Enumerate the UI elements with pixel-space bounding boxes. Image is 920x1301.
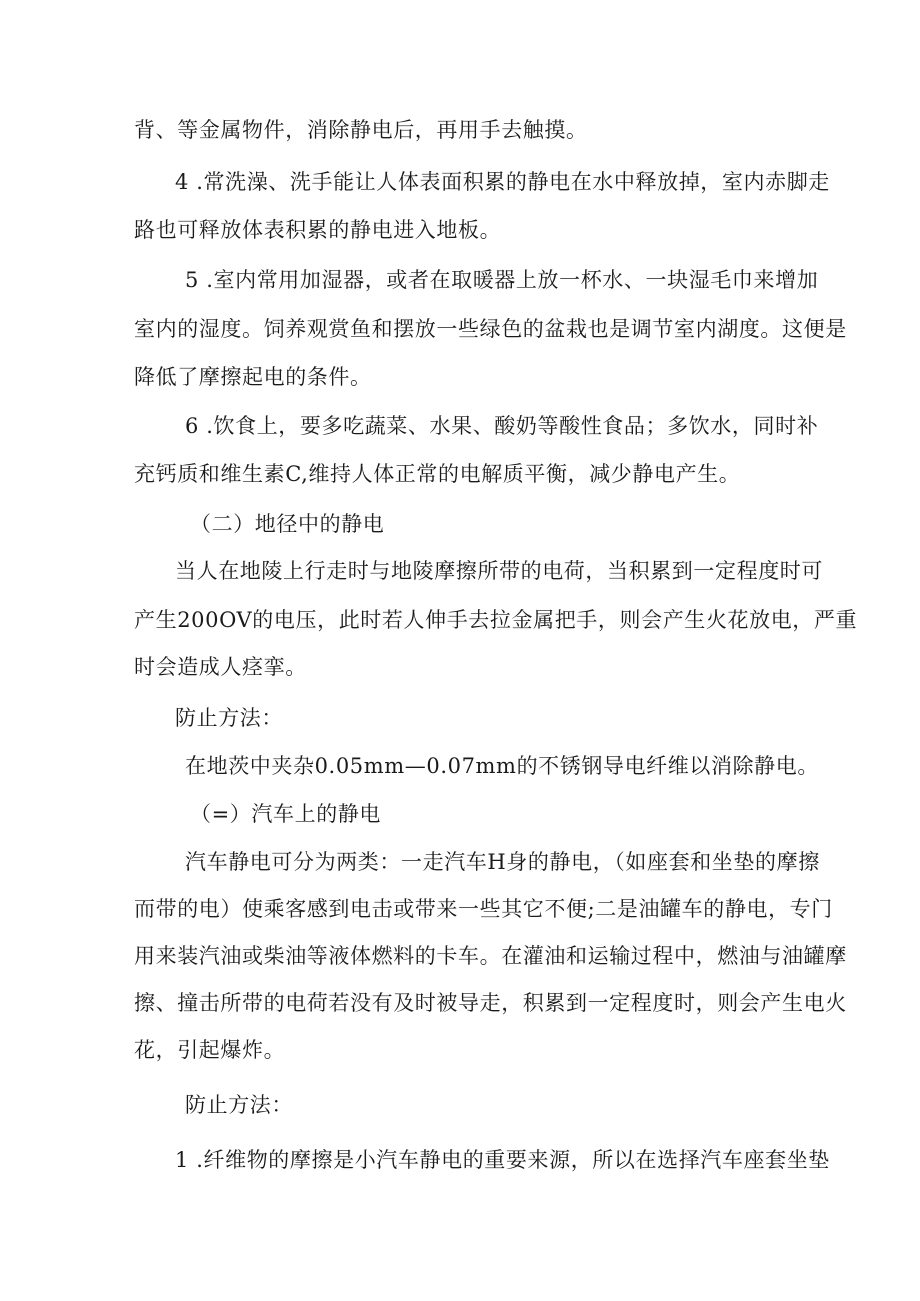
body-line: 路也可释放体表积累的静电进入地板。 xyxy=(134,218,502,242)
body-line: 在地茨中夹杂0.05mm—0.07mm的不锈钢导电纤维以消除静电。 xyxy=(185,754,819,778)
list-item-5: 5 .室内常用加湿器，或者在取暖器上放一杯水、一块湿毛巾来增加 xyxy=(185,268,819,292)
subheading-prevention: 防止方法： xyxy=(185,1093,293,1117)
body-line: 室内的湿度。饲养观赏鱼和摆放一些绿色的盆栽也是调节室内湖度。这便是 xyxy=(134,317,847,341)
body-line: 用来装汽油或柴油等液体燃料的卡车。在灌油和运输过程中，燃油与油罐摩 xyxy=(134,944,847,968)
body-line: 降低了摩擦起电的条件。 xyxy=(134,365,372,389)
body-line: 充钙质和维生素C,维持人体正常的电解质平衡，减少静电产生。 xyxy=(134,462,741,486)
list-item-4: 4 .常洗澡、洗手能让人体表面积累的静电在水中释放掉，室内赤脚走 xyxy=(175,170,830,194)
list-item-1: 1 .纤维物的摩擦是小汽车静电的重要来源，所以在选择汽车座套坐垫 xyxy=(175,1148,830,1172)
body-line: 花，引起爆炸。 xyxy=(134,1038,286,1062)
body-line: 擦、撞击所带的电荷若没有及时被导走，积累到一定程度时，则会产生电火 xyxy=(134,991,847,1015)
body-line: 时会造成人痉挛。 xyxy=(134,655,307,679)
subheading-prevention: 防止方法： xyxy=(175,706,283,730)
list-item-6: 6 .饮食上，要多吃蔬菜、水果、酸奶等酸性食品；多饮水，同时补 xyxy=(185,414,819,438)
body-line: 产生200OV的电压，此时若人伸手去拉金属把手，则会产生火花放电，严重 xyxy=(134,608,858,632)
section-heading-3: （=）汽车上的静电 xyxy=(190,802,381,826)
body-line: 而带的电）使乘客感到电击或带来一些其它不便;二是油罐车的静电，专门 xyxy=(134,897,833,921)
body-line: 背、等金属物件，消除静电后，再用手去触摸。 xyxy=(134,118,588,142)
body-line: 当人在地陵上行走时与地陵摩擦所带的电荷，当积累到一定程度时可 xyxy=(175,559,823,583)
section-heading-2: （二）地径中的静电 xyxy=(190,512,385,536)
body-line: 汽车静电可分为两类：一走汽车H身的静电，（如座套和坐垫的摩擦 xyxy=(185,850,820,874)
